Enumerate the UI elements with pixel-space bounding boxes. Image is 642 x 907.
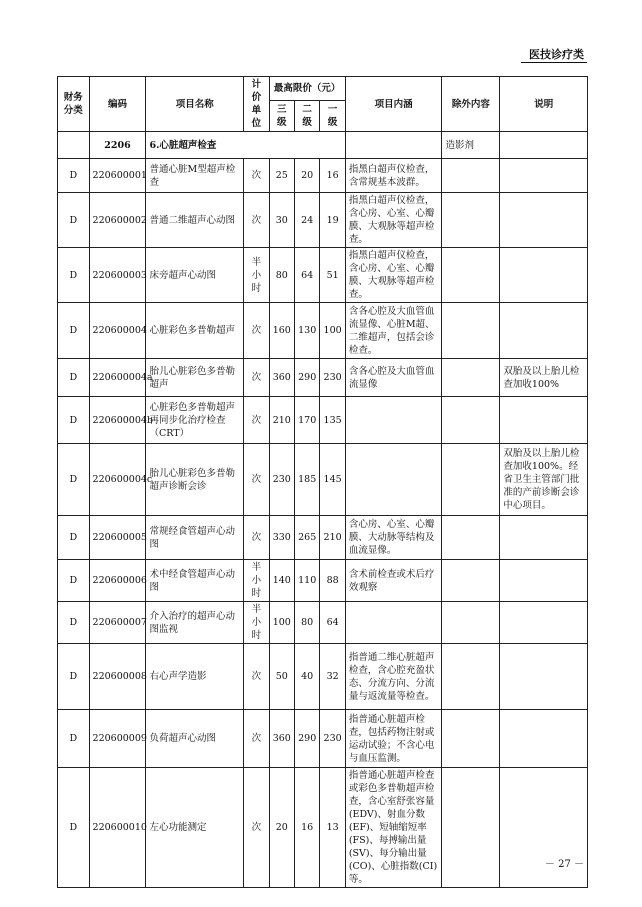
row-category: D [58,359,90,397]
row-name: 介入治疗的超声心动图监视 [146,602,244,644]
row-name: 右心声学造影 [146,644,244,710]
row-excluded [442,248,500,303]
section-name: 6.心脏超声检查 [146,132,345,159]
header-name: 项目名称 [146,77,244,132]
row-excluded [442,516,500,560]
row-content: 指黑白超声仪检查，含心房、心室、心瓣膜、大观脉等超声检查。 [345,248,442,303]
row-price-level3: 30 [269,193,294,248]
row-code: 220600002 [89,193,146,248]
row-unit: 次 [244,159,269,193]
row-price-level3: 210 [269,397,294,444]
row-price-level2: 80 [294,602,319,644]
row-category: D [58,516,90,560]
row-price-level1: 19 [320,193,345,248]
row-price-level1: 88 [320,560,345,602]
header-note: 说明 [500,77,588,132]
row-price-level2: 290 [294,359,319,397]
row-code: 220600010 [89,768,146,888]
table-row [58,397,588,444]
row-name: 心脏彩色多普勒超声 [146,303,244,359]
row-code: 220600004c [89,444,146,516]
row-excluded [442,159,500,193]
row-note [500,560,588,602]
row-name: 胎儿心脏彩色多普勒超声诊断会诊 [146,444,244,516]
row-name: 普通心脏M型超声检查 [146,159,244,193]
row-code: 220600004b [89,397,146,444]
row-note [500,644,588,710]
page-category-header: 医技诊疗类 [529,48,584,61]
header-code: 编码 [89,77,146,132]
row-category: D [58,159,90,193]
row-price-level3: 80 [269,248,294,303]
row-category: D [58,710,90,768]
section-excluded: 造影剂 [442,132,500,159]
row-unit: 次 [244,303,269,359]
row-category: D [58,303,90,359]
row-excluded [442,644,500,710]
row-price-level2: 40 [294,644,319,710]
row-note: 双胎及以上胎儿检查加收100% [500,359,588,397]
row-content: 指黑白超声仪检查，含常规基本波群。 [345,159,442,193]
row-excluded [442,602,500,644]
row-name: 左心功能测定 [146,768,244,888]
row-price-level3: 360 [269,710,294,768]
row-code: 220600004a [89,359,146,397]
row-price-level3: 160 [269,303,294,359]
row-price-level2: 24 [294,193,319,248]
row-price-level1: 230 [320,359,345,397]
row-unit: 次 [244,359,269,397]
row-content [345,397,442,444]
row-price-level3: 20 [269,768,294,888]
row-price-level1: 16 [320,159,345,193]
row-price-level2: 185 [294,444,319,516]
row-content: 指黑白超声仪检查，含心房、心室、心瓣膜、大观脉等超声检查。 [345,193,442,248]
row-price-level1: 32 [320,644,345,710]
row-note [500,516,588,560]
row-code: 220600008 [89,644,146,710]
row-content: 指普通心脏超声检查或彩色多普勒超声检查，含心室舒张容量(EDV)、射血分数(EF)、短轴缩短率(FS)、每搏输出量(SV)、每分输出量(CO)、心脏指数(CI)等。 [345,768,442,888]
row-code: 220600009 [89,710,146,768]
row-excluded [442,560,500,602]
row-name: 胎儿心脏彩色多普勒超声 [146,359,244,397]
row-category: D [58,444,90,516]
table-row [58,359,588,397]
header-category: 财务分类 [58,77,90,132]
table-row [58,303,588,359]
row-unit: 次 [244,710,269,768]
row-price-level2: 265 [294,516,319,560]
row-content: 含各心腔及大血管血流显像 [345,359,442,397]
header-level1: 一级 [320,100,345,131]
row-content: 含心房、心室、心瓣膜、大动脉等结构及血流显像。 [345,516,442,560]
row-price-level2: 170 [294,397,319,444]
row-unit: 半小时 [244,602,269,644]
row-category: D [58,193,90,248]
row-note [500,303,588,359]
row-excluded [442,193,500,248]
row-code: 220600005 [89,516,146,560]
row-note: 双胎及以上胎儿检查加收100%。经省卫生主管部门批准的产前诊断会诊中心项目。 [500,444,588,516]
row-excluded [442,359,500,397]
row-price-level3: 100 [269,602,294,644]
row-excluded [442,710,500,768]
header-rule [521,62,587,63]
row-excluded [442,444,500,516]
row-code: 220600006 [89,560,146,602]
row-content [345,602,442,644]
row-price-level2: 16 [294,768,319,888]
header-content: 项目内涵 [345,77,442,132]
table-row [58,710,588,768]
row-price-level2: 110 [294,560,319,602]
row-excluded [442,397,500,444]
header-price-group: 最高限价（元） [269,77,345,101]
row-price-level2: 130 [294,303,319,359]
row-price-level1: 145 [320,444,345,516]
row-unit: 次 [244,193,269,248]
row-price-level1: 51 [320,248,345,303]
table-row [58,444,588,516]
row-unit: 半小时 [244,560,269,602]
table-row [58,516,588,560]
page-number: － 27 － [544,859,584,870]
row-name: 床旁超声心动图 [146,248,244,303]
section-code: 2206 [89,132,146,159]
row-note [500,159,588,193]
row-category: D [58,602,90,644]
row-category: D [58,644,90,710]
row-price-level3: 140 [269,560,294,602]
row-category: D [58,560,90,602]
row-name: 负荷超声心动图 [146,710,244,768]
row-category: D [58,248,90,303]
header-level3: 三级 [269,100,294,131]
row-content: 含各心腔及大血管血流显像、心脏M超、二维超声，包括会诊检查。 [345,303,442,359]
row-note [500,397,588,444]
section-row [58,132,588,159]
table-row [58,159,588,193]
row-price-level3: 330 [269,516,294,560]
row-content [345,444,442,516]
row-price-level3: 25 [269,159,294,193]
table-row [58,768,588,888]
row-price-level2: 64 [294,248,319,303]
row-price-level3: 50 [269,644,294,710]
row-unit: 次 [244,644,269,710]
row-note [500,710,588,768]
header-excluded: 除外内容 [442,77,500,132]
row-unit: 半小时 [244,248,269,303]
row-price-level1: 230 [320,710,345,768]
table-row [58,193,588,248]
row-unit: 次 [244,768,269,888]
table-row [58,560,588,602]
row-content: 含术前检查或术后疗效观察 [345,560,442,602]
row-price-level1: 210 [320,516,345,560]
row-unit: 次 [244,444,269,516]
row-name: 术中经食管超声心动图 [146,560,244,602]
row-unit: 次 [244,397,269,444]
row-unit: 次 [244,516,269,560]
header-unit: 计价单位 [244,77,269,132]
row-code: 220600001 [89,159,146,193]
table-row [58,602,588,644]
table-row [58,248,588,303]
row-price-level1: 64 [320,602,345,644]
table-row [58,644,588,710]
row-code: 220600007 [89,602,146,644]
row-price-level3: 360 [269,359,294,397]
row-price-level2: 290 [294,710,319,768]
row-category: D [58,768,90,888]
row-price-level3: 230 [269,444,294,516]
row-name: 常规经食管超声心动图 [146,516,244,560]
row-code: 220600004 [89,303,146,359]
row-name: 心脏彩色多普勒超声再同步化治疗检查（CRT） [146,397,244,444]
row-excluded [442,768,500,888]
row-price-level1: 100 [320,303,345,359]
row-price-level1: 135 [320,397,345,444]
row-note [500,193,588,248]
row-content: 指普通心脏超声检查，包括药物注射或运动试验；不含心电与血压监测。 [345,710,442,768]
row-name: 普通二维超声心动图 [146,193,244,248]
row-price-level2: 20 [294,159,319,193]
row-content: 指普通二维心脏超声检查，含心腔充盈状态、分流方向、分流量与返流量等检查。 [345,644,442,710]
row-note [500,602,588,644]
row-excluded [442,303,500,359]
price-table [57,76,588,888]
row-category: D [58,397,90,444]
row-note [500,248,588,303]
header-level2: 二级 [294,100,319,131]
row-price-level1: 13 [320,768,345,888]
row-code: 220600003 [89,248,146,303]
